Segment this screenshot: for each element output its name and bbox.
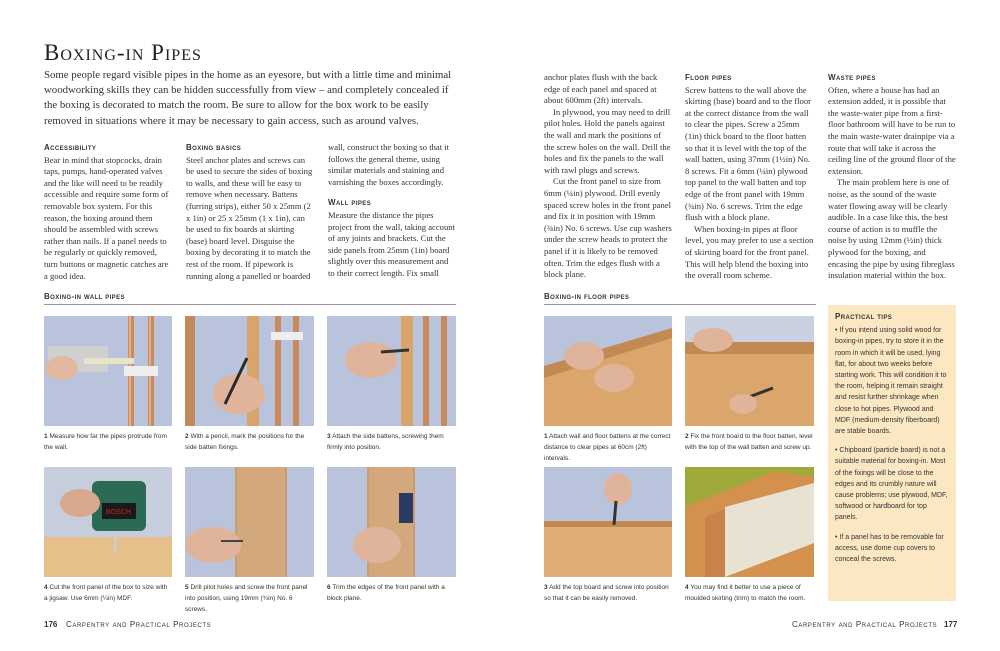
accessibility-heading: Accessibility — [44, 143, 97, 152]
wall-step-6-photo — [327, 467, 456, 577]
floor-pipes-p1: Screw battens to the wall above the skirting (base) board and to the floor at the correct distance from the wall to clear the pipes. Screw a 25mm (1in) thick board to the floor batten so that it is level with the top of the wall batten, using 37mm (1½in) No. 8 screws. Fit a 6mm (¼in) plywood top panel to the wall batten and top edge of the front panel with 19mm (¾in) No. 6 screws. Trim the edge flush with a block plane. — [685, 84, 812, 223]
col4-p3: Cut the front panel to size from 6mm (¼in) plywood. Drill evenly spaced screw holes in the front panel and fix it in position with 19mm (¾in) No. 6 screws. Use cup washers under the screw heads to protect the panel if it is likely to be removed often. Trim the edges flush with a block plane. — [544, 176, 672, 280]
floor-section-rule — [544, 304, 816, 305]
tip-3: • If a panel has to be removable for access, use dome cup covers to conceal the screws. — [835, 533, 944, 564]
floor-step-4-photo — [685, 467, 814, 577]
waste-pipes-heading: Waste pipes — [828, 73, 876, 82]
wall-step-3-photo — [327, 316, 456, 426]
right-running-title: Carpentry and Practical Projects — [792, 620, 938, 629]
left-running-title: Carpentry and Practical Projects — [66, 620, 212, 629]
practical-tips-box — [828, 305, 956, 601]
floor-pipes-heading: Floor pipes — [685, 73, 732, 82]
left-page-number: 176 — [44, 620, 58, 629]
floor-step-2-photo — [685, 316, 814, 426]
wall-step-2-photo — [185, 316, 314, 426]
tip-2: • Chipboard (particle board) is not a suitable material for boxing-in. Most of the fixings will be close to the edges and its crumbly nature will cause problems; use plywood, MDF, softwood or hardboard for top panels. — [835, 447, 948, 522]
waste-pipes-p2: The main problem here is one of noise, as the sound of the waste water flowing away will be clearly audible. In a case like this, the best course of action is to muffle the noise by using 12mm (½in) thick plywood for the boxing, and encasing the pipe by using fibreglass insulation material within the box. — [828, 177, 955, 281]
col4-p2: In plywood, you may need to drill pilot holes. Hold the panels against the wall and mark the positions of the screw holes on the wall. Drill the holes and fix the panels to the wall with rawl plugs and screws. — [544, 106, 671, 175]
wall-step-4-photo — [44, 467, 172, 577]
wall-pipes-heading: Wall pipes — [328, 198, 372, 208]
floor-step-2-caption: 2 Fix the front board to the floor batten, level with the top of the wall batten and screw up. — [685, 433, 813, 451]
wall-step-5-photo — [185, 467, 314, 577]
wall-step-3-caption: 3 Attach the side battens, screwing them firmly into position. — [327, 433, 444, 451]
wall-step-1-caption: 1 Measure how far the pipes protrude from the wall. — [44, 433, 167, 451]
boxing-basics-heading: Boxing basics — [186, 143, 242, 152]
col4-p1: anchor plates flush with the back edge of each panel and spaced at about 600mm (2ft) intervals. — [544, 72, 658, 106]
practical-tips-heading: Practical tips — [835, 312, 893, 321]
wall-step-1-photo — [44, 316, 172, 426]
wall-step-5-caption: 5 Drill pilot holes and screw the front panel into position, using 19mm (¾in) No. 6 screws. — [185, 584, 308, 613]
floor-step-3-caption: 3 Add the top board and screw into position so that it can be easily removed. — [544, 584, 669, 602]
wall-section-title: Boxing-in wall pipes — [44, 292, 125, 301]
waste-pipes-column — [828, 72, 956, 282]
boxing-basics-text: Steel anchor plates and screws can be used to secure the sides of boxing to walls, and these will be easy to remove when necessary. Battens (furring strips), either 50 x 25mm (2 x 1in) or 25 x 25mm (1 x 1in), can be used to fix boards at skirting (base) board level. Disguise the boxing by decorating it to match the rest of the room. If pipework is running along a panelled or boarded — [186, 154, 313, 281]
floor-step-3-photo — [544, 467, 672, 577]
floor-pipes-column — [685, 72, 815, 282]
wall-step-6-caption: 6 Trim the edges of the front panel with a block plane. — [327, 584, 445, 602]
floor-step-1-photo — [544, 316, 672, 426]
accessibility-text: Bear in mind that stopcocks, drain taps, pumps, hand-operated valves and the like will need to be readily accessible and require some form of removable box system. For this reason, the boxing around them should be assembled with screws rather than nails. If a panel needs to be regularly or quickly removed, turn buttons or magnetic catches are a good idea. — [44, 154, 169, 281]
wall-pipes-column — [328, 142, 456, 280]
tool-brand-label: BOSCH — [106, 509, 131, 516]
boxing-basics-continued: wall, construct the boxing so that it follows the general theme, using similar materials and staining and varnishing the boxes accordingly. — [328, 142, 450, 187]
accessibility-column — [44, 142, 170, 282]
page-title: Boxing-in Pipes — [44, 40, 202, 65]
wall-pipes-text: Measure the distance the pipes project from the wall, taking account of any joints and brackets. Cut the side panels from 25mm (1in) board slightly over this measurement and to their correct length. Fix small — [328, 209, 455, 278]
waste-pipes-p1: Often, where a house has had an extension added, it is possible that the waste-water pipe from a first-floor bathroom will have to be run to the main waste-water drainpipe via a route that will take it across the ceiling line of the ground floor of the extension. — [828, 84, 956, 176]
floor-step-1-caption: 1 Attach wall and floor battens at the correct distance to clear pipes at 60cm (2ft) intervals. — [544, 433, 671, 462]
right-page-number: 177 — [944, 620, 958, 629]
wall-pipes-continued-column — [544, 72, 672, 281]
wall-section-rule — [44, 304, 456, 305]
tip-1: • If you intend using solid wood for boxing-in pipes, try to store it in the room in which it will be used, lying flat, for about two weeks before starting work. This will condition it to the room, helping it remain straight and resist further shrinkage when close to hot pipes. Plywood and MDF (medium-density fiberboard) are stable boards. — [835, 327, 947, 436]
floor-section-title: Boxing-in floor pipes — [544, 292, 630, 301]
wall-step-4-caption: 4 Cut the front panel of the box to size with a jigsaw. Use 6mm (¼in) MDF. — [44, 584, 168, 602]
intro-text: Some people regard visible pipes in the home as an eyesore, but with a little time and minimal woodworking skills they can be hidden successfully from view – and completely concealed if the boxing is decorated to match the room. Be sure to allow for the box work to be easily removed in situations where it may be necessary to gain access, such as around valves. — [44, 69, 452, 127]
floor-step-4-caption: 4 You may find it better to use a piece of moulded skirting (trim) to match the room. — [685, 584, 806, 602]
floor-pipes-p2: When boxing-in pipes at floor level, you may prefer to use a section of skirting board for the front panel. This will help blend the boxing into the overall room scheme. — [685, 223, 814, 281]
boxing-basics-column — [186, 142, 314, 282]
wall-step-2-caption: 2 With a pencil, mark the positions for the side batten fixings. — [185, 433, 305, 451]
